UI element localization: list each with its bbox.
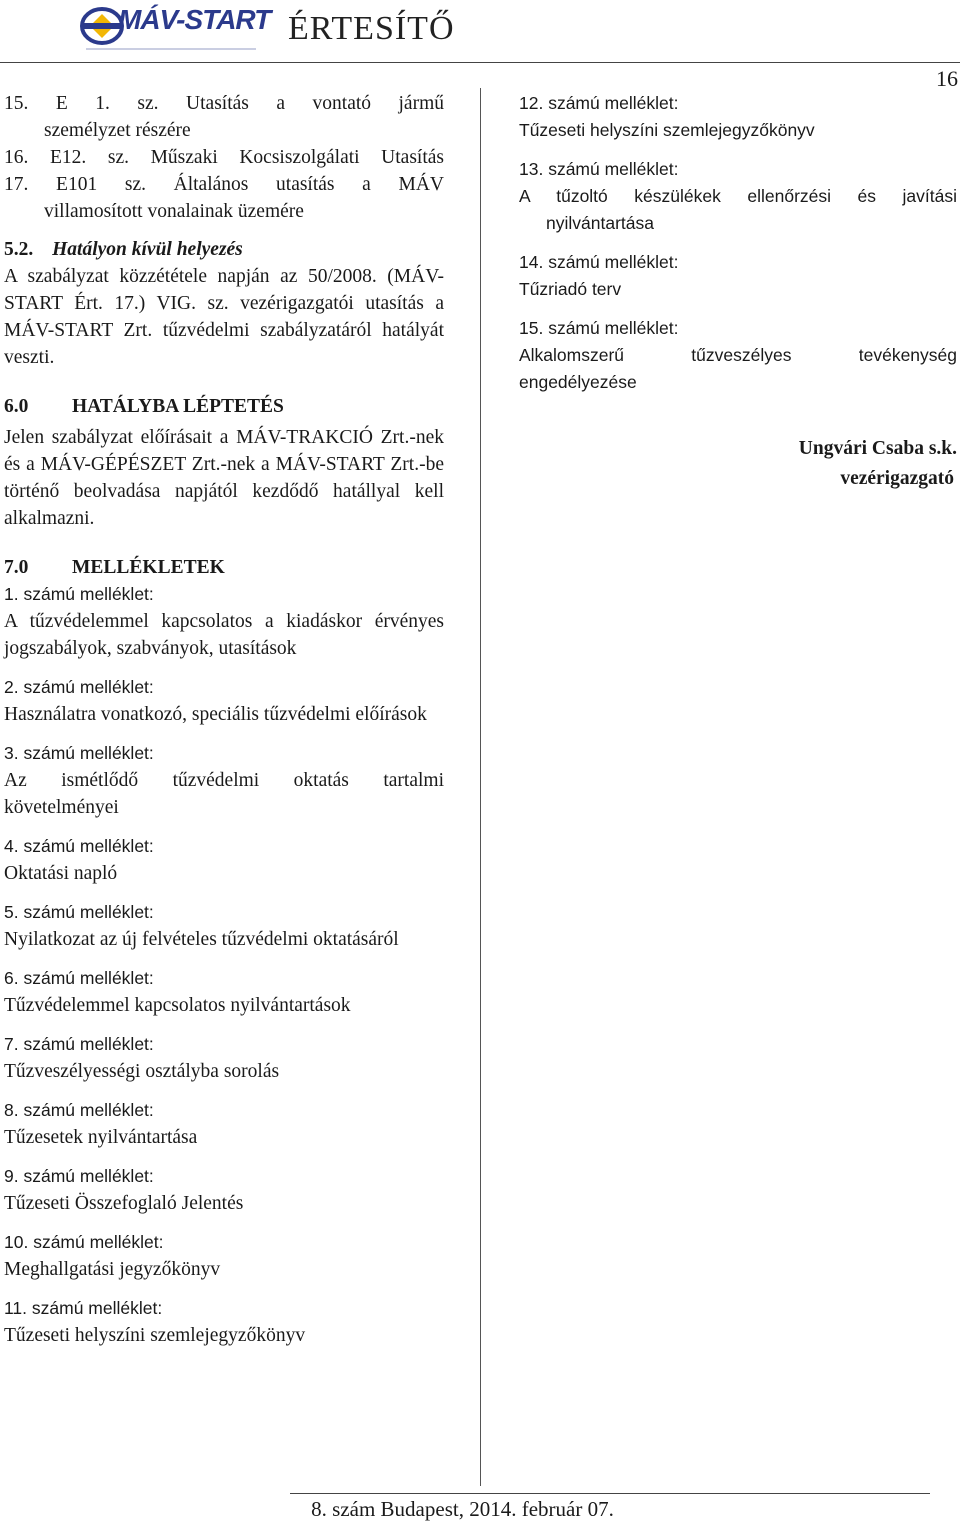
page-footer: 8. szám Budapest, 2014. február 07. <box>311 1497 614 1521</box>
column-divider <box>480 88 481 1486</box>
section-5-2-heading: 5.2. Hatályon kívül helyezés <box>4 239 243 260</box>
annex-14: 14. számú melléklet: Tűzriadó terv <box>519 252 679 299</box>
annex-4: 4. számú melléklet: Oktatási napló <box>4 836 154 884</box>
section-6-text: Jelen szabályzat előírásait a MÁV-TRAKCIÓ Zrt.-nek és a MÁV-GÉPÉSZET Zrt.-nek a MÁV-START Zrt.-be történő beolvadása napjától kezdődő hatállyal kell alkalmazni. <box>4 427 444 529</box>
section-6-heading: 6.0 HATÁLYBA LÉPTETÉS <box>4 396 284 417</box>
annex-2: 2. számú melléklet: Használatra vonatkozó, speciális tűzvédelmi előírások <box>4 677 427 725</box>
annex-5: 5. számú melléklet: Nyilatkozat az új felvételes tűzvédelmi oktatásáról <box>4 902 399 950</box>
logo-wordmark: MÁV-START <box>118 4 271 35</box>
annex-9: 9. számú melléklet: Tűzeseti Összefoglaló Jelentés <box>4 1166 244 1214</box>
signature-block <box>519 434 957 494</box>
annex-15: 15. számú melléklet: Alkalomszerű tűzveszélyes tevékenység engedélyezése <box>519 318 957 392</box>
annex-13: 13. számú melléklet: A tűzoltó készülékek ellenőrzési és javítási nyilvántartása <box>519 159 957 233</box>
annex-1: 1. számú melléklet: A tűzvédelemmel kapcsolatos a kiadáskor érvényes jogszabályok, szabványok, utasítások <box>4 584 444 659</box>
annex-11: 11. számú melléklet: Tűzeseti helyszíni szemlejegyzőkönyv <box>4 1298 306 1346</box>
footer-rule <box>290 1493 930 1494</box>
reference-16: 16. E12. sz. Műszaki Kocsiszolgálati Utasítás <box>4 147 444 168</box>
annex-8: 8. számú melléklet: Tűzesetek nyilvántartása <box>4 1100 198 1148</box>
signatory-role: vezérigazgató <box>840 468 954 489</box>
reference-15: 15. E 1. sz. Utasítás a vontató jármű személyzet részére <box>4 93 444 141</box>
section-5-2-text: A szabályzat közzététele napján az 50/2008. (MÁV-START Ért. 17.) VIG. sz. vezérigazgatói utasítás a MÁV-START Zrt. tűzvédelmi szabályzatáról hatályát veszti. <box>4 266 444 368</box>
left-column <box>4 90 444 1361</box>
section-7-heading: 7.0 MELLÉKLETEK <box>4 557 225 578</box>
page-header <box>0 0 960 91</box>
header-rule <box>0 62 960 63</box>
reference-17: 17. E101 sz. Általános utasítás a MÁV villamosított vonalainak üzemére <box>4 174 444 222</box>
annex-7: 7. számú melléklet: Tűzveszélyességi osztályba sorolás <box>4 1034 280 1082</box>
right-column <box>519 90 957 494</box>
signatory-name: Ungvári Csaba s.k. <box>798 438 957 459</box>
annex-10: 10. számú melléklet: Meghallgatási jegyzőkönyv <box>4 1232 221 1280</box>
annex-6: 6. számú melléklet: Tűzvédelemmel kapcsolatos nyilvántartások <box>4 968 351 1016</box>
annex-12: 12. számú melléklet: Tűzeseti helyszíni szemlejegyzőkönyv <box>519 93 815 140</box>
page-number: 16 <box>936 66 958 91</box>
annex-3: 3. számú melléklet: Az ismétlődő tűzvédelmi oktatás tartalmi követelményei <box>4 743 444 818</box>
publication-title: ÉRTESÍTŐ <box>288 10 455 47</box>
